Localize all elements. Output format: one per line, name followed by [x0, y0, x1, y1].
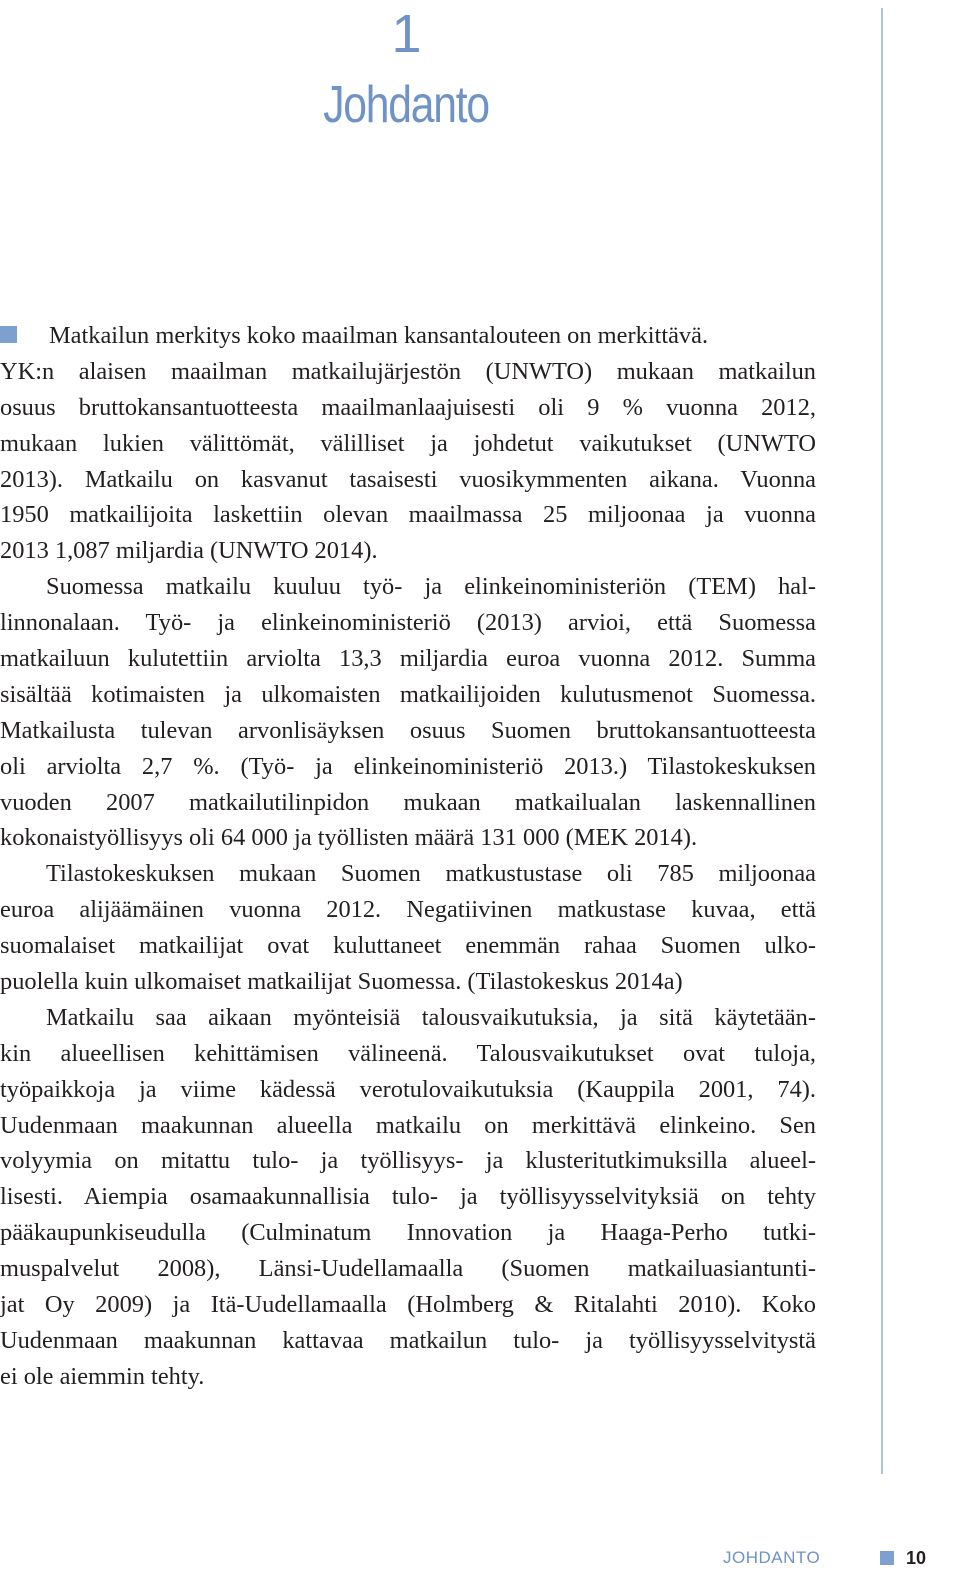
- footer-square-icon: [880, 1551, 894, 1565]
- body-line: jat Oy 2009) ja Itä-Uudellamaalla (Holmberg & Ritalahti 2010). Koko: [0, 1291, 816, 1319]
- page-footer: [0, 1546, 960, 1576]
- body-line: mukaan lukien välittömät, välilliset ja johdetut vaikutukset (UNWTO: [0, 429, 816, 457]
- body-line: lisesti. Aiempia osamaakunnallisia tulo- ja työllisyysselvityksiä on tehty: [0, 1183, 816, 1211]
- body-line: osuus bruttokansantuotteesta maailmanlaajuisesti oli 9 % vuonna 2012,: [0, 393, 816, 421]
- body-line: Matkailusta tulevan arvonlisäyksen osuus Suomen bruttokansantuotteesta: [0, 716, 816, 744]
- running-head: JOHDANTO: [723, 1548, 821, 1567]
- body-line: puolella kuin ulkomaiset matkailijat Suomessa. (Tilastokeskus 2014a): [0, 968, 683, 996]
- body-line: 2013). Matkailu on kasvanut tasaisesti vuosikymmenten aikana. Vuonna: [0, 465, 816, 493]
- body-line: Tilastokeskuksen mukaan Suomen matkustustase oli 785 miljoonaa: [46, 860, 816, 888]
- body-line: kin alueellisen kehittämisen välineenä. Talousvaikutukset ovat tuloja,: [0, 1039, 816, 1067]
- body-line: suomalaiset matkailijat ovat kuluttaneet enemmän rahaa Suomen ulko-: [0, 932, 816, 960]
- body-line: pääkaupunkiseudulla (Culminatum Innovation ja Haaga-Perho tutki-: [0, 1219, 816, 1247]
- body-line: euroa alijäämäinen vuonna 2012. Negatiivinen matkustase kuvaa, että: [0, 896, 816, 924]
- body-line: 2013 1,087 miljardia (UNWTO 2014).: [0, 537, 378, 565]
- chapter-title: Johdanto: [323, 76, 489, 134]
- page-number: 10: [906, 1548, 927, 1568]
- body-line: Matkailu saa aikaan myönteisiä talousvaikutuksia, ja sitä käytetään-: [46, 1003, 816, 1031]
- vertical-rule: [881, 8, 883, 1474]
- body-line: kokonaistyöllisyys oli 64 000 ja työllisten määrä 131 000 (MEK 2014).: [0, 824, 698, 852]
- body-line: 1950 matkailijoita laskettiin olevan maailmassa 25 miljoonaa ja vuonna: [0, 501, 816, 529]
- body-line: Uudenmaan maakunnan alueella matkailu on merkittävä elinkeino. Sen: [0, 1111, 816, 1139]
- body-line: muspalvelut 2008), Länsi-Uudellamaalla (Suomen matkailuasiantunti-: [0, 1255, 816, 1283]
- bullet-square-icon: [0, 326, 17, 343]
- body-line-text: Matkailun merkitys koko maailman kansantalouteen on merkittävä.: [49, 322, 709, 349]
- body-line: YK:n alaisen maailman matkailujärjestön (UNWTO) mukaan matkailun: [0, 357, 816, 385]
- body-line: sisältää kotimaisten ja ulkomaisten matkailijoiden kulutusmenot Suomessa.: [0, 680, 816, 708]
- chapter-number: 1: [391, 4, 421, 64]
- body-line: vuoden 2007 matkailutilinpidon mukaan matkailualan laskennallinen: [0, 788, 816, 816]
- body-line: oli arviolta 2,7 %. (Työ- ja elinkeinoministeriö 2013.) Tilastokeskuksen: [0, 752, 816, 780]
- body-line: volyymia on mitattu tulo- ja työllisyys- ja klusteritutkimuksilla alueel-: [0, 1147, 816, 1175]
- body-line: työpaikkoja ja viime kädessä verotulovaikutuksia (Kauppila 2001, 74).: [0, 1075, 816, 1103]
- body-line: Uudenmaan maakunnan kattavaa matkailun tulo- ja työllisyysselvitystä: [0, 1326, 816, 1354]
- body-line: ei ole aiemmin tehty.: [0, 1362, 205, 1390]
- body-line: [0, 318, 816, 354]
- body-line: linnonalaan. Työ- ja elinkeinoministeriö (2013) arvioi, että Suomessa: [0, 609, 816, 637]
- body-line: matkailuun kulutettiin arviolta 13,3 miljardia euroa vuonna 2012. Summa: [0, 645, 816, 673]
- body-line: Suomessa matkailu kuuluu työ- ja elinkeinoministeriön (TEM) hal-: [46, 573, 816, 601]
- body-text: [0, 318, 816, 1395]
